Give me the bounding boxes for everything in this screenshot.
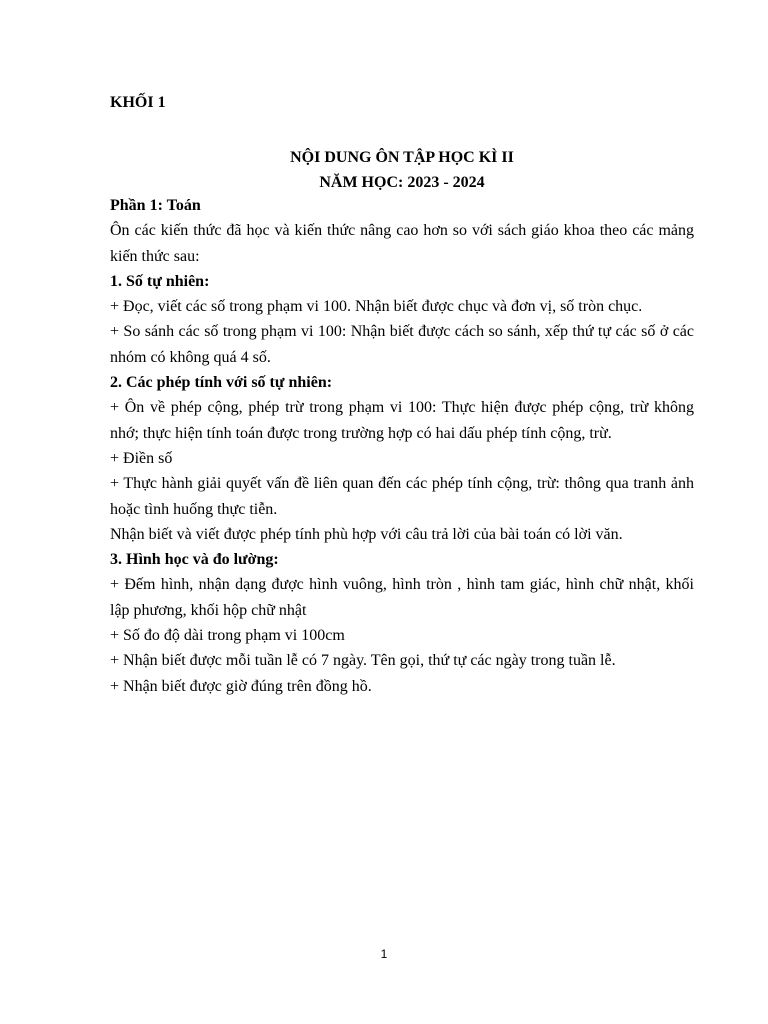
list-item: + Ôn về phép cộng, phép trừ trong phạm vi 100: Thực hiện được phép cộng, trừ không nhớ; thực hiện tính toán được trong trường hợp có hai dấu phép tính cộng, trừ. [110, 399, 694, 442]
list-item: Nhận biết và viết được phép tính phù hợp với câu trả lời của bài toán có lời văn. [110, 525, 623, 543]
page-number: 1 [380, 947, 388, 961]
list-item: + Đọc, viết các số trong phạm vi 100. Nhận biết được chục và đơn vị, số tròn chục. [110, 298, 643, 316]
title-line: NỘI DUNG ÔN TẬP HỌC KÌ II [290, 149, 514, 166]
list-item: + Điền số [110, 449, 173, 467]
section-heading-natural-numbers: 1. Số tự nhiên: [110, 272, 210, 290]
document-body [110, 193, 694, 699]
section-heading-geometry-measurement: 3. Hình học và đo lường: [110, 551, 279, 569]
part-heading: Phần 1: Toán [110, 197, 201, 214]
list-item: + Số đo độ dài trong phạm vi 100cm [110, 627, 345, 645]
section-heading-operations: 2. Các phép tính với số tự nhiên: [110, 374, 333, 392]
list-item: + Thực hành giải quyết vấn đề liên quan đến các phép tính cộng, trừ: thông qua tranh ảnh hoặc tình huống thực tiễn. [110, 475, 694, 518]
list-item: + Đếm hình, nhận dạng được hình vuông, hình tròn , hình tam giác, hình chữ nhật, khối lập phương, khối hộp chữ nhật [110, 576, 694, 619]
list-item: + Nhận biết được giờ đúng trên đồng hồ. [110, 677, 372, 695]
list-item: + Nhận biết được mỗi tuần lễ có 7 ngày. Tên gọi, thứ tự các ngày trong tuần lễ. [110, 652, 616, 670]
intro-paragraph: Ôn các kiến thức đã học và kiến thức nâng cao hơn so với sách giáo khoa theo các mảng kiến thức sau: [110, 222, 694, 265]
list-item: + So sánh các số trong phạm vi 100: Nhận biết được cách so sánh, xếp thứ tự các số ở các nhóm có không quá 4 số. [110, 323, 694, 366]
grade-label: KHỐI 1 [110, 94, 166, 111]
document-title [110, 145, 694, 195]
school-year-line: NĂM HỌC: 2023 - 2024 [319, 174, 485, 191]
